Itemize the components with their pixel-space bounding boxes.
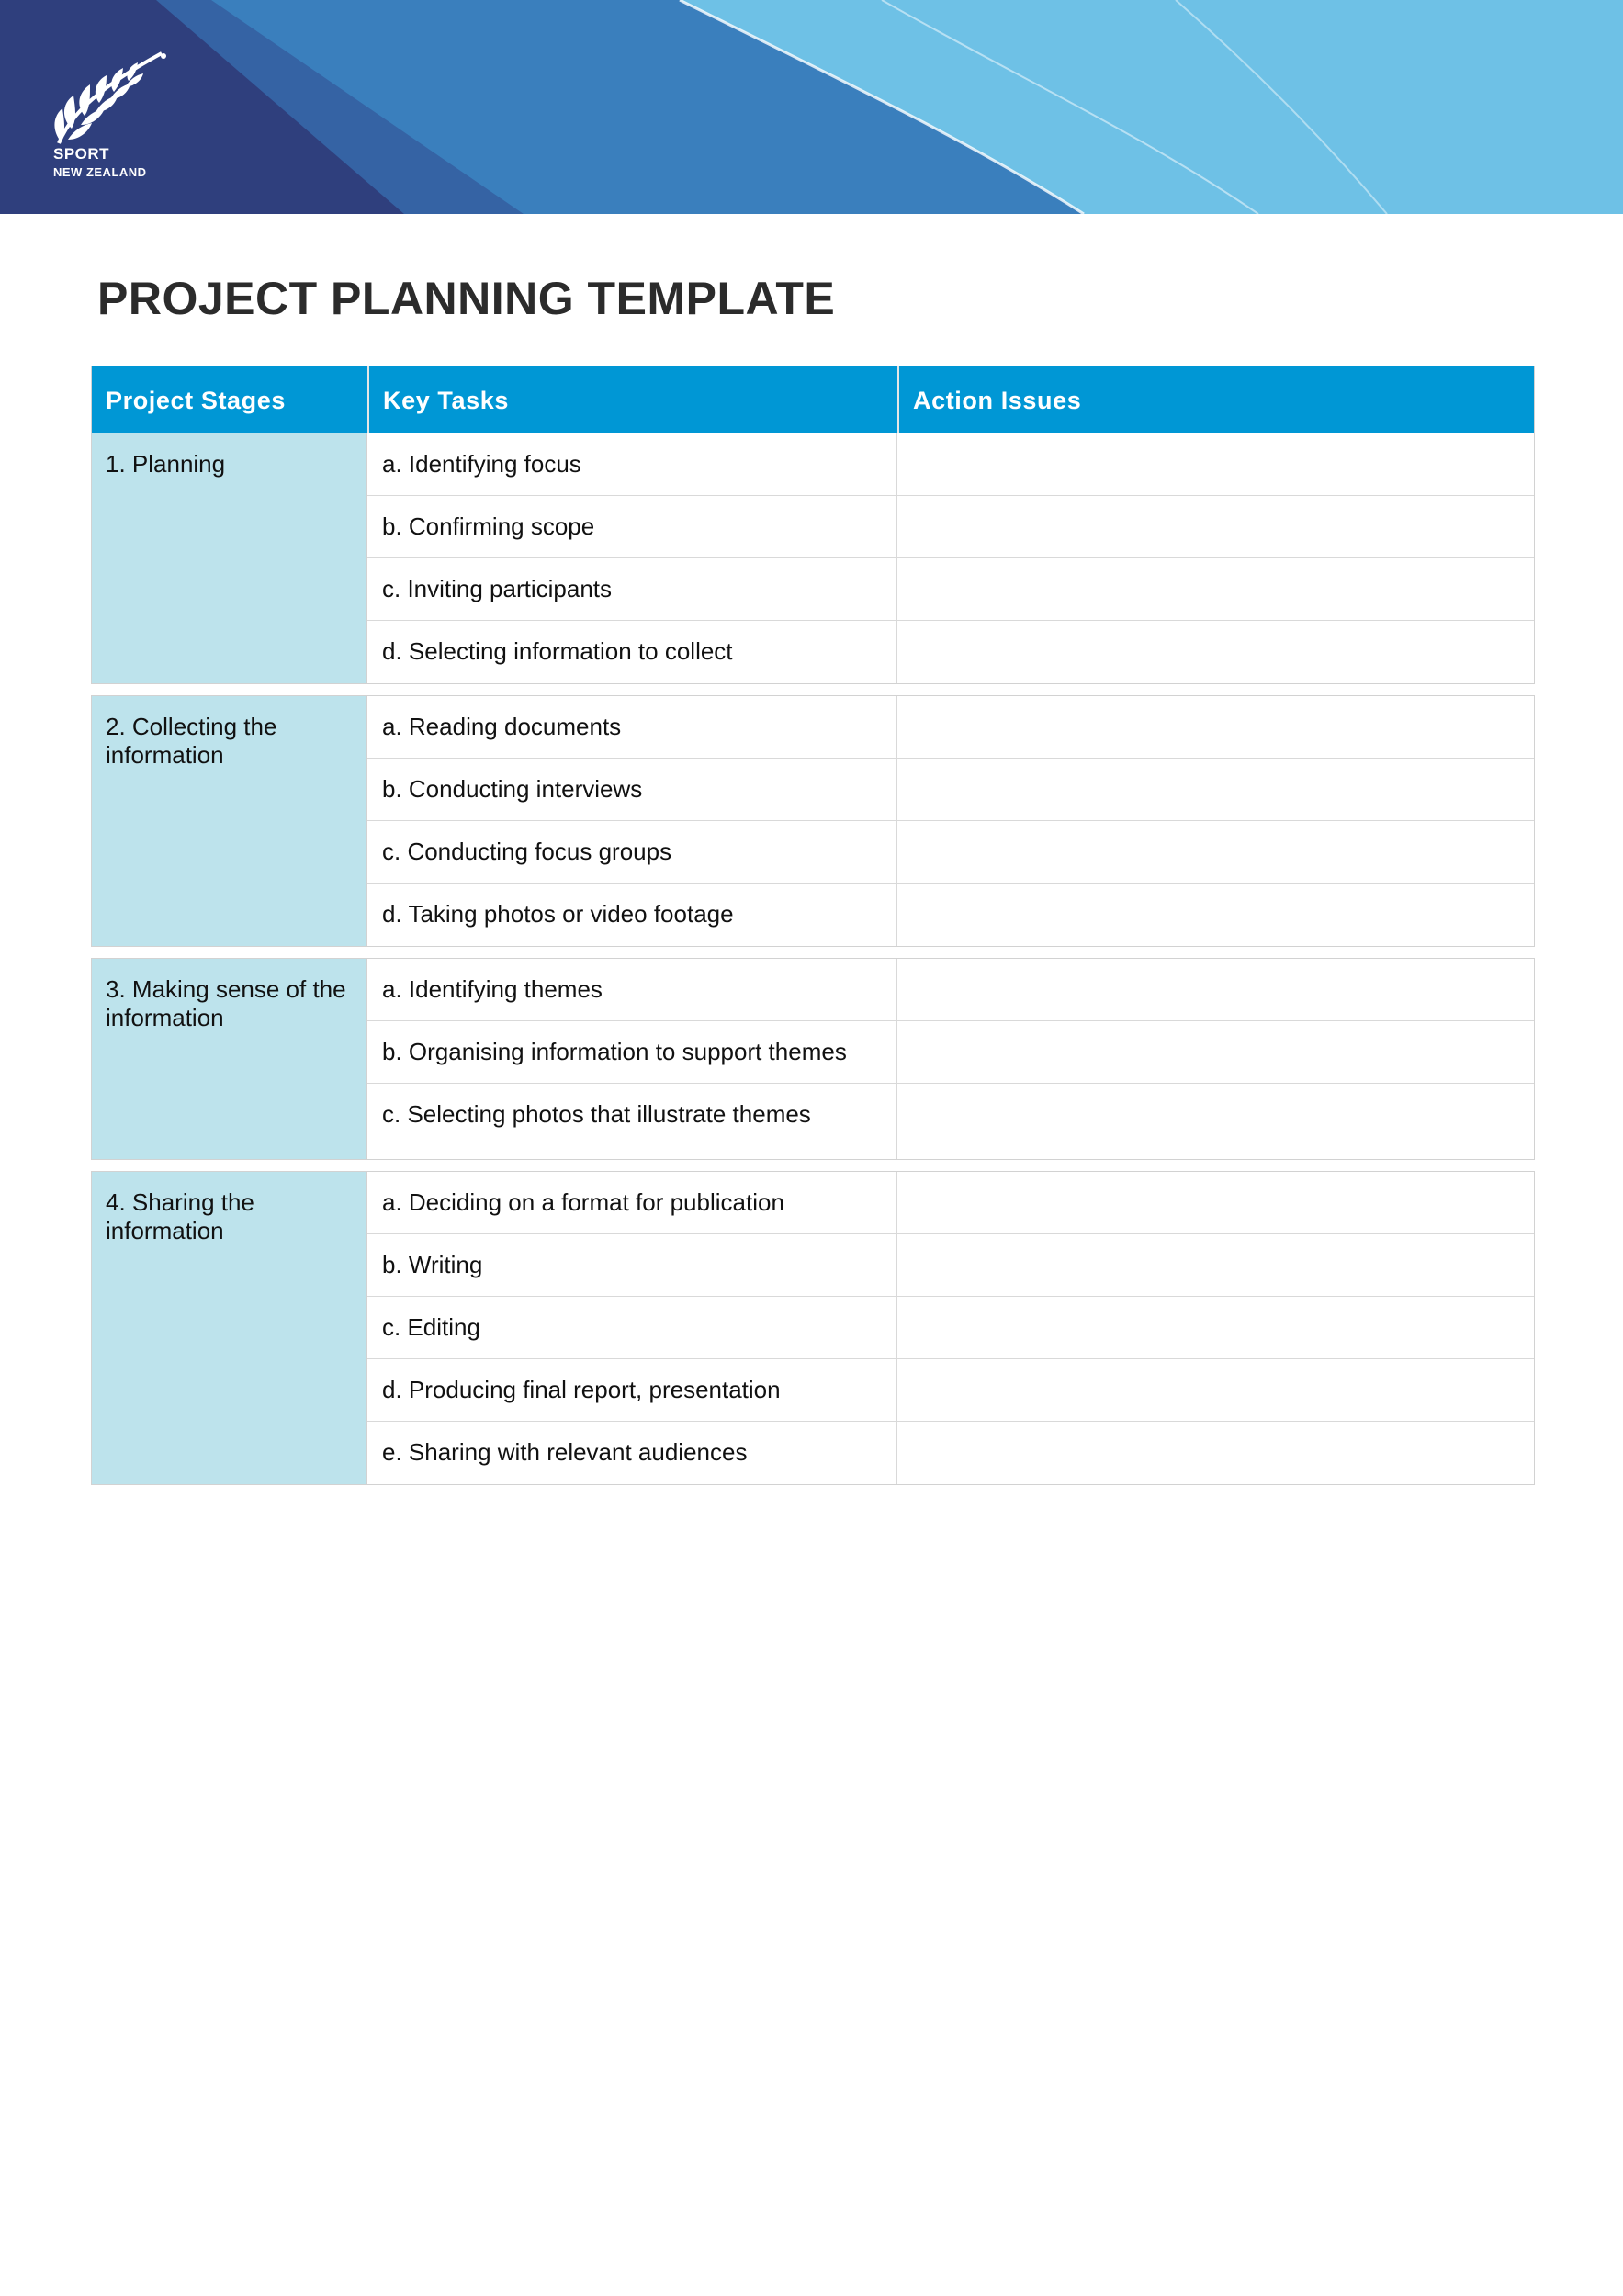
stage-cell: 4. Sharing the information — [92, 1172, 367, 1484]
table-row — [367, 1422, 1534, 1484]
stage-cell: 1. Planning — [92, 433, 367, 683]
stage-cell: 2. Collecting the information — [92, 696, 367, 946]
column-header-project-stages: Project Stages — [106, 387, 286, 414]
action-issue-cell[interactable] — [897, 959, 1534, 1020]
action-issue-cell[interactable] — [897, 621, 1534, 683]
table-row — [367, 1172, 1534, 1234]
table-row — [367, 1297, 1534, 1359]
stage-cell: 3. Making sense of the information — [92, 959, 367, 1159]
task-cell: a. Reading documents — [367, 696, 897, 758]
table-header-row — [91, 366, 1535, 433]
task-cell: d. Selecting information to collect — [367, 621, 897, 683]
planning-table — [91, 366, 1535, 1485]
task-cell: a. Deciding on a format for publication — [367, 1172, 897, 1233]
column-header-key-tasks: Key Tasks — [367, 366, 897, 433]
action-issue-cell[interactable] — [897, 433, 1534, 495]
task-cell: d. Producing final report, presentation — [367, 1359, 897, 1421]
banner-graphic — [0, 0, 1623, 214]
stage-group-collecting — [91, 695, 1535, 947]
task-cell: e. Sharing with relevant audiences — [367, 1422, 897, 1484]
table-row — [367, 433, 1534, 496]
table-row — [367, 621, 1534, 683]
action-issue-cell[interactable] — [897, 1021, 1534, 1083]
action-issue-cell[interactable] — [897, 696, 1534, 758]
task-cell: b. Organising information to support themes — [367, 1021, 897, 1083]
table-row — [367, 1084, 1534, 1159]
table-row — [367, 1234, 1534, 1297]
stage-group-making-sense — [91, 958, 1535, 1160]
task-cell: c. Selecting photos that illustrate themes — [367, 1084, 897, 1159]
table-row — [367, 558, 1534, 621]
logo-text-new-zealand: NEW ZEALAND — [53, 165, 147, 179]
task-cell: a. Identifying themes — [367, 959, 897, 1020]
task-cell: b. Conducting interviews — [367, 759, 897, 820]
action-issue-cell[interactable] — [897, 884, 1534, 946]
action-issue-cell[interactable] — [897, 759, 1534, 820]
action-issue-cell[interactable] — [897, 558, 1534, 620]
action-issue-cell[interactable] — [897, 1234, 1534, 1296]
table-row — [367, 1359, 1534, 1422]
table-row — [367, 884, 1534, 946]
page-title: PROJECT PLANNING TEMPLATE — [97, 273, 836, 324]
table-row — [367, 1021, 1534, 1084]
header-banner — [0, 0, 1623, 214]
task-cell: c. Inviting participants — [367, 558, 897, 620]
table-row — [367, 759, 1534, 821]
task-cell: d. Taking photos or video footage — [367, 884, 897, 946]
task-cell: b. Writing — [367, 1234, 897, 1296]
stage-group-sharing — [91, 1171, 1535, 1485]
logo-text-sport: SPORT — [53, 145, 110, 163]
table-row — [367, 696, 1534, 759]
action-issue-cell[interactable] — [897, 1172, 1534, 1233]
task-cell: c. Conducting focus groups — [367, 821, 897, 883]
table-row — [367, 821, 1534, 884]
action-issue-cell[interactable] — [897, 1297, 1534, 1358]
table-row — [367, 959, 1534, 1021]
table-row — [367, 496, 1534, 558]
action-issue-cell[interactable] — [897, 496, 1534, 557]
task-cell: b. Confirming scope — [367, 496, 897, 557]
task-cell: c. Editing — [367, 1297, 897, 1358]
action-issue-cell[interactable] — [897, 1422, 1534, 1484]
action-issue-cell[interactable] — [897, 821, 1534, 883]
action-issue-cell[interactable] — [897, 1359, 1534, 1421]
task-cell: a. Identifying focus — [367, 433, 897, 495]
action-issue-cell[interactable] — [897, 1084, 1534, 1159]
stage-group-planning — [91, 433, 1535, 684]
column-header-action-issues: Action Issues — [897, 366, 1534, 433]
